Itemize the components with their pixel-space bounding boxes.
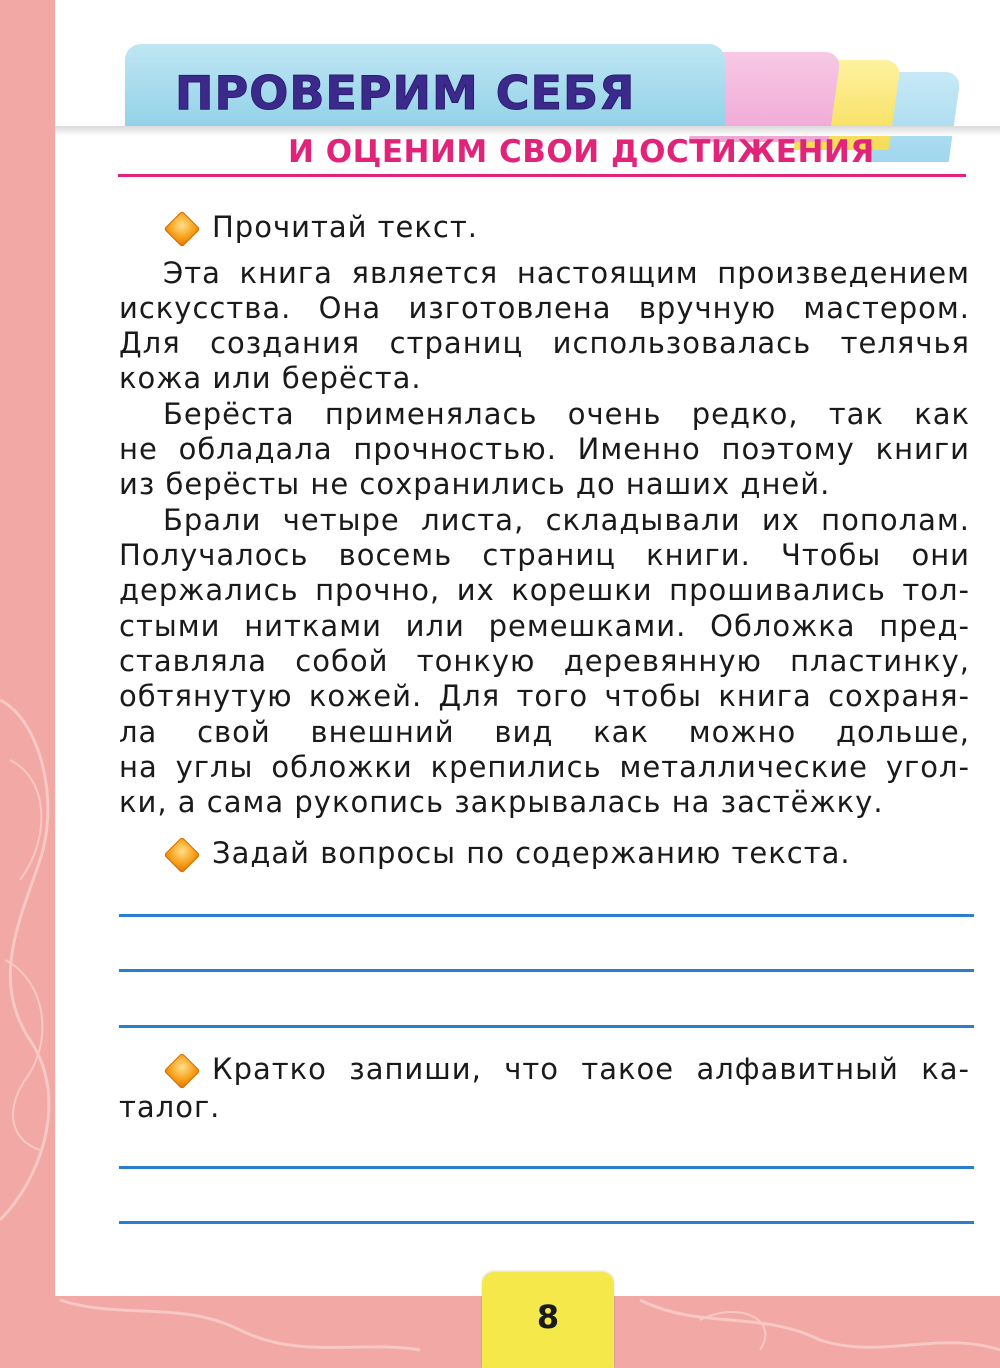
task-ask-questions: Задай вопросы по содержанию текста.	[212, 836, 851, 870]
page-title: ПРОВЕРИМ СЕБЯ	[175, 66, 636, 120]
text-line: кожа или берёста.	[119, 361, 422, 395]
text-line: не обладала прочностью. Именно поэтому книги	[119, 432, 970, 466]
text-line: ки, а сама рукопись закрывалась на застёжку.	[119, 785, 884, 819]
text-line: искусства. Она изготовлена вручную мастером.	[119, 291, 970, 325]
text-line: ставляла собой тонкую деревянную пластинку,	[119, 644, 970, 678]
text-line: обтянутую кожей. Для того чтобы книга сохраня-	[119, 679, 970, 713]
answer-line[interactable]	[119, 969, 974, 972]
task-read-text: Прочитай текст.	[212, 210, 478, 244]
text-line: Берёста применялась очень редко, так как	[163, 397, 970, 431]
text-line: Для создания страниц использовалась телячья	[119, 326, 970, 360]
task-catalog-line-1: Кратко запиши, что такое алфавитный ка-	[212, 1052, 970, 1086]
task-catalog-line-2: талог.	[119, 1090, 221, 1124]
answer-line[interactable]	[119, 914, 974, 917]
page-subtitle: И ОЦЕНИМ СВОИ ДОСТИЖЕНИЯ	[288, 134, 875, 170]
text-line: Эта книга является настоящим произведением	[163, 256, 970, 290]
text-line: держались прочно, их корешки прошивались тол-	[119, 573, 970, 607]
title-underline	[118, 174, 966, 177]
answer-line[interactable]	[119, 1166, 974, 1169]
text-line: Получалось восемь страниц книги. Чтобы они	[119, 538, 970, 572]
answer-line[interactable]	[119, 1221, 974, 1224]
text-line: ла свой внешний вид как можно дольше,	[119, 715, 970, 749]
text-line: Брали четыре листа, складывали их пополам.	[163, 503, 970, 537]
text-line: на углы обложки крепились металлические угол-	[119, 750, 970, 784]
text-line: из берёсты не сохранились до наших дней.	[119, 467, 831, 501]
answer-line[interactable]	[119, 1025, 974, 1028]
page-number: 8	[536, 1298, 560, 1336]
text-line: стыми нитками или ремешками. Обложка пред-	[119, 609, 970, 643]
